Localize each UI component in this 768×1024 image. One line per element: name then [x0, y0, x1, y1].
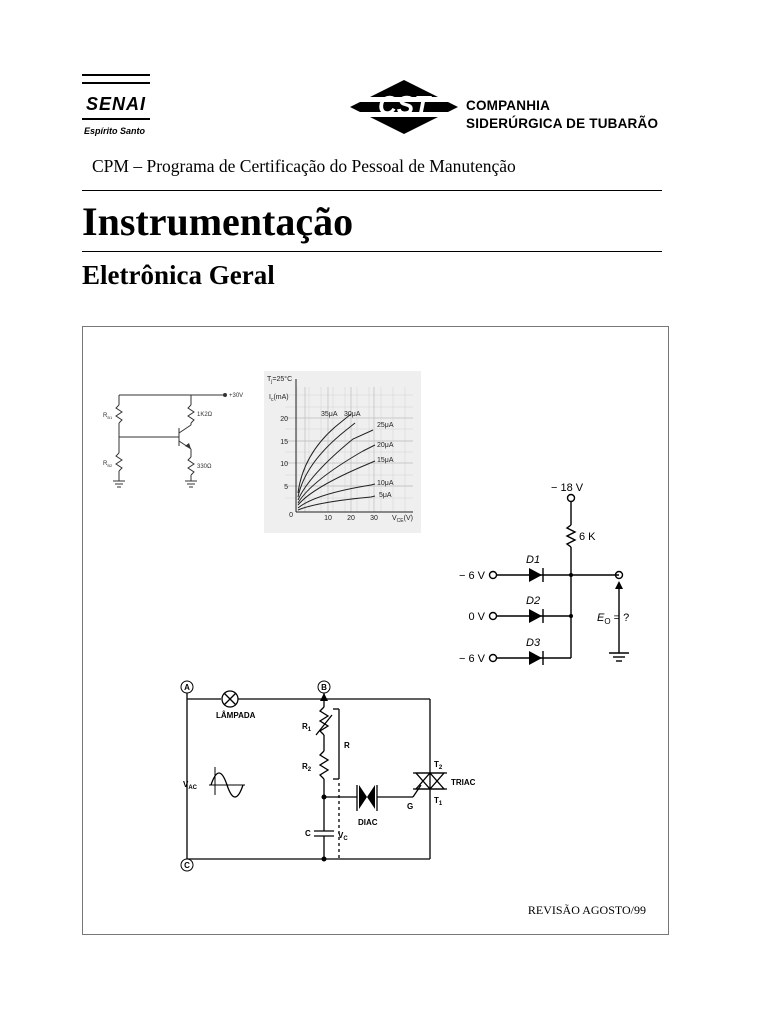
graph-y-tick-0: 0: [289, 512, 293, 519]
diode-d3-label: D3: [526, 637, 541, 649]
supply-label: +30V: [229, 393, 244, 399]
t2-label: T: [434, 760, 439, 769]
cst-mark-text: CST: [378, 90, 430, 120]
vac-label: V: [183, 780, 189, 789]
t1-sub: 1: [438, 801, 443, 807]
cover-illustration: [82, 326, 669, 935]
r2-sub: 2: [307, 767, 312, 773]
revision-note: REVISÃO AGOSTO/99: [527, 903, 646, 917]
graph-y-tick-20: 20: [280, 416, 288, 423]
r2-label: R: [302, 762, 308, 771]
output-arrow-icon: [615, 581, 623, 589]
rule-bottom: [82, 251, 662, 252]
diac-forward-icon: [359, 785, 367, 809]
document-subtitle: Eletrônica Geral: [82, 260, 275, 290]
rule-top: [82, 190, 662, 191]
diode-input-3: − 6 V: [459, 653, 485, 665]
svg-text:T2: [434, 760, 443, 771]
r-bottom-label: 330Ω: [197, 464, 212, 470]
circuit-illustrations: [83, 327, 670, 936]
senai-logo-text: SENAI: [86, 94, 147, 114]
svg-text:T1: [434, 796, 443, 807]
cap-label: C: [305, 829, 311, 838]
characteristic-graph: [264, 371, 421, 533]
diode-input-2: 0 V: [468, 611, 485, 623]
curve-label-20: 20μA: [377, 442, 394, 449]
graph-x-unit: (V): [403, 515, 413, 522]
cst-diamond-mark: [348, 78, 460, 136]
svg-text:VAC: [183, 780, 198, 791]
rb1-sub: B1: [107, 415, 113, 420]
diode-input-1: − 6 V: [459, 570, 485, 582]
svg-text:RB2: [103, 461, 113, 468]
diac-label: DIAC: [358, 818, 378, 827]
cst-logo: [348, 78, 668, 136]
cst-company-line-2: SIDERÚRGICA DE TUBARÃO: [466, 116, 659, 131]
vc-label: V: [338, 831, 344, 840]
graph-y-tick-10: 10: [280, 461, 288, 468]
graph-x-tick-20: 20: [347, 515, 355, 522]
svg-text:R1: [302, 722, 312, 733]
senai-logo: [82, 74, 152, 140]
triac-label: TRIAC: [451, 778, 476, 787]
graph-y-label: I: [269, 394, 271, 401]
svg-text:VC: [338, 831, 348, 842]
diode-d2-icon: [529, 609, 542, 623]
graph-y-unit: (mA): [273, 394, 289, 401]
rb1-label: R: [103, 413, 108, 419]
r-top-label: 1K2Ω: [197, 412, 213, 418]
lamp-label: LÂMPADA: [216, 711, 256, 720]
diode-d1-icon: [529, 568, 542, 582]
r1-sub: 1: [307, 727, 312, 733]
graph-condition-sub: j: [271, 379, 273, 385]
rb2-sub: B2: [107, 463, 113, 468]
diode-supply-label: − 18 V: [551, 482, 584, 494]
program-line: CPM – Programa de Certificação do Pessoal de Manutenção: [92, 156, 516, 176]
output-label: E: [597, 612, 605, 624]
diode-d2-label: D2: [526, 595, 541, 607]
rb2-label: R: [103, 461, 108, 467]
curve-label-10: 10μA: [377, 480, 394, 487]
output-sub: O: [604, 617, 611, 626]
graph-condition: T: [267, 376, 272, 383]
document-title: Instrumentação: [82, 199, 354, 244]
graph-x-tick-30: 30: [370, 515, 378, 522]
r1-label: R: [302, 722, 308, 731]
curve-label-30: 30μA: [344, 411, 361, 418]
svg-text:EO = ?: [597, 612, 629, 626]
vac-sub: AC: [188, 785, 198, 791]
senai-logo-location: Espírito Santo: [84, 126, 146, 136]
graph-x-tick-10: 10: [324, 515, 332, 522]
graph-y-sub: c: [270, 397, 274, 403]
node-a-label: A: [184, 683, 190, 692]
diode-d3-icon: [529, 651, 542, 665]
output-tail: = ?: [610, 612, 630, 624]
curve-label-25: 25μA: [377, 422, 394, 429]
vc-sub: C: [343, 836, 348, 842]
graph-y-tick-5: 5: [284, 484, 288, 491]
svg-text:R2: [302, 762, 312, 773]
cst-company-line-1: COMPANHIA: [466, 98, 551, 113]
curve-label-35: 35μA: [321, 411, 338, 418]
gate-label: G: [407, 802, 414, 811]
graph-x-sub: CE: [396, 518, 404, 524]
diode-resistor-label: 6 K: [579, 531, 596, 543]
t2-sub: 2: [438, 765, 443, 771]
svg-text:RB1: [103, 413, 113, 420]
node-c-label: C: [184, 861, 190, 870]
transistor-bias-circuit: [113, 394, 227, 488]
r-label: R: [344, 741, 350, 750]
diac-reverse-icon: [367, 785, 375, 809]
curve-label-5: 5μA: [379, 492, 392, 499]
graph-condition-tail: =25°C: [272, 376, 293, 383]
node-b-label: B: [321, 683, 327, 692]
t1-label: T: [434, 796, 439, 805]
graph-y-tick-15: 15: [280, 439, 288, 446]
diode-circuit: [490, 495, 630, 666]
graph-x-label: V: [392, 515, 397, 522]
curve-label-15: 15μA: [377, 457, 394, 464]
diode-d1-label: D1: [526, 554, 541, 566]
